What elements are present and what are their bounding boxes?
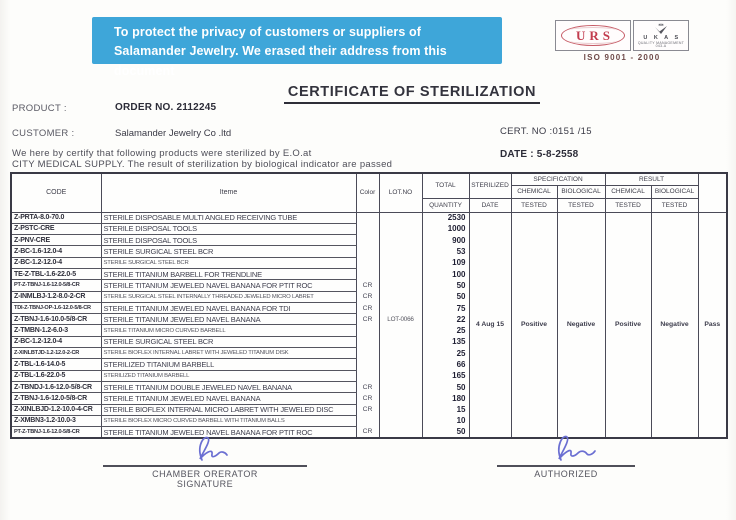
cell-color xyxy=(356,235,379,246)
iso-caption: ISO 9001 - 2000 xyxy=(583,53,661,62)
cell-color: CR xyxy=(356,393,379,404)
cell-color xyxy=(356,212,379,223)
cell-code: Z-PSTC-CRE xyxy=(11,223,101,234)
cell-lot xyxy=(379,325,422,336)
table-body xyxy=(11,212,727,438)
cell-code: Z-BC-1.2-12.0-4 xyxy=(11,336,101,347)
product-label: PRODUCT : xyxy=(12,103,67,114)
cell-code: Z-BC-1.2-12.0-4 xyxy=(11,257,101,268)
cell-lot xyxy=(379,268,422,279)
cell-code: Z-TBNJ-1.6-10.0-5/8-CR xyxy=(11,314,101,325)
privacy-banner xyxy=(92,17,502,78)
cell-qty: 75 xyxy=(422,302,469,313)
merged-spec-biological: Negative xyxy=(557,212,605,438)
certify-line2: CITY MEDICAL SUPPLY. The result of sterilization by biological indicator are passed xyxy=(12,159,393,170)
ukas-logo xyxy=(633,20,689,51)
cell-qty: 66 xyxy=(422,359,469,370)
merged-overall: Pass xyxy=(698,212,727,438)
merged-result-biological: Negative xyxy=(651,212,698,438)
title-wrap xyxy=(0,83,736,104)
cell-lot xyxy=(379,336,422,347)
header-code: CODE xyxy=(11,173,101,212)
merged-result-chemical: Positive xyxy=(605,212,651,438)
cell-qty: 53 xyxy=(422,246,469,257)
header-lot: LOT.NO xyxy=(379,173,422,212)
cell-color: CR xyxy=(356,314,379,325)
page-title: CERTIFICATE OF STERILIZATION xyxy=(284,84,540,104)
cell-lot xyxy=(379,415,422,426)
cell-code: Z-TBL-1.6-14.0-5 xyxy=(11,359,101,370)
cell-code: Z-TMBN-1.2-6.0-3 xyxy=(11,325,101,336)
cell-item: STERILE DISPOSAL TOOLS xyxy=(101,235,356,246)
certify-line1: We here by certify that following products were sterilized by E.O.at xyxy=(12,148,312,159)
header-result: RESULT xyxy=(605,173,698,185)
ukas-label: U K A S xyxy=(643,35,681,42)
cell-qty: 22 xyxy=(422,314,469,325)
sterilization-table xyxy=(10,172,728,439)
cell-color: CR xyxy=(356,427,379,438)
cell-item: STERILE SURGICAL STEEL INTERNALLY THREADED JEWELED MICRO LABRET xyxy=(101,291,356,302)
ukas-sub-label: QUALITY MANAGEMENT xyxy=(637,40,685,45)
signature-line xyxy=(497,465,635,467)
cell-item: STERILE BIOFLEX INTERNAL MICRO LABRET WITH JEWELED DISC xyxy=(101,404,356,415)
cell-item: STERILE TITANIUM JEWELED NAVEL BANANA FOR TDI xyxy=(101,302,356,313)
cell-item: STERILE SURGICAL STEEL BCR xyxy=(101,336,356,347)
cell-code: Z-XMBN3-1.2-10.0-3 xyxy=(11,415,101,426)
certification-logos xyxy=(551,20,693,62)
cell-qty: 2530 xyxy=(422,212,469,223)
cell-color xyxy=(356,359,379,370)
cell-code: Z-XINLBTJD-1.2-12.0-2-CR xyxy=(11,348,101,359)
cell-code: PT-Z-TBNJ-1.6-12.0-5/8-CR xyxy=(11,280,101,291)
cell-item: STERILE TITANIUM MICRO CURVED BARBELL xyxy=(101,325,356,336)
cell-item: STERILE BIOFLEX INTERNAL LABRET WITH JEWELED TITANIUM DISK xyxy=(101,348,356,359)
chamber-operator-label: CHAMBER ORERATOR xyxy=(152,469,258,479)
customer-value: Salamander Jewelry Co .ltd xyxy=(115,128,232,139)
cert-date: DATE : 5-8-2558 xyxy=(500,149,579,160)
cell-item: STERILE TITANIUM DOUBLE JEWELED NAVEL BANANA xyxy=(101,381,356,392)
authorized-signature-icon xyxy=(521,430,611,464)
cell-item: STERILIZED TITANIUM BARBELL xyxy=(101,359,356,370)
product-value: ORDER NO. 2112245 xyxy=(115,102,217,113)
cell-lot xyxy=(379,246,422,257)
table-row xyxy=(11,212,727,223)
cell-lot xyxy=(379,359,422,370)
cell-color xyxy=(356,223,379,234)
cell-code: Z-BC-1.6-12.0-4 xyxy=(11,246,101,257)
cell-qty: 25 xyxy=(422,348,469,359)
cell-color xyxy=(356,348,379,359)
cell-code: TE-Z-TBL-1.6-22.0-5 xyxy=(11,268,101,279)
header-spec-chem-tested: TESTED xyxy=(511,198,557,212)
cell-color xyxy=(356,268,379,279)
authorized-signature-block xyxy=(497,430,635,479)
header-result-bio-tested: TESTED xyxy=(651,198,698,212)
header-spec-bio-tested: TESTED xyxy=(557,198,605,212)
chamber-operator-signature-block xyxy=(103,432,307,489)
cell-item: STERILE TITANIUM BARBELL FOR TRENDLINE xyxy=(101,268,356,279)
urs-label: URS xyxy=(575,27,614,43)
header-color: Color xyxy=(356,173,379,212)
cell-color: CR xyxy=(356,302,379,313)
cell-lot xyxy=(379,393,422,404)
cell-qty: 109 xyxy=(422,257,469,268)
cell-lot xyxy=(379,257,422,268)
cell-qty: 10 xyxy=(422,415,469,426)
header-specification: SPECIFICATION xyxy=(511,173,605,185)
header-item: Iteme xyxy=(101,173,356,212)
cell-qty: 50 xyxy=(422,427,469,438)
cell-qty: 1000 xyxy=(422,223,469,234)
cell-item: STERILE DISPOSAL TOOLS xyxy=(101,223,356,234)
cell-color: CR xyxy=(356,291,379,302)
cell-qty: 135 xyxy=(422,336,469,347)
cell-color: CR xyxy=(356,381,379,392)
cell-color xyxy=(356,325,379,336)
privacy-banner-line1: To protect the privacy of customers or suppliers of xyxy=(114,25,422,39)
cell-code: Z-PRTA-8.0-70.0 xyxy=(11,212,101,223)
cell-code: TDI-Z-TBNJ-OP-1.6-12.0-5/8-CR xyxy=(11,302,101,313)
cell-color xyxy=(356,336,379,347)
cell-code: Z-TBNJ-1.6-12.0-5/8-CR xyxy=(11,393,101,404)
chamber-operator-signature-icon xyxy=(160,432,250,464)
cell-lot xyxy=(379,348,422,359)
urs-logo xyxy=(555,20,631,51)
signature-label: SIGNATURE xyxy=(176,479,234,489)
cell-lot xyxy=(379,370,422,381)
cell-item: STERILE TITANIUM JEWELED NAVEL BANANA xyxy=(101,393,356,404)
cell-lot xyxy=(379,302,422,313)
cell-color xyxy=(356,246,379,257)
signature-line xyxy=(103,465,307,467)
header-total: TOTAL xyxy=(422,173,469,198)
cell-item: STERILE DISPOSABLE MULTI ANGLED RECEIVING TUBE xyxy=(101,212,356,223)
cell-item: STERILE TITANIUM JEWELED NAVEL BANANA xyxy=(101,314,356,325)
logo-row xyxy=(551,20,693,51)
header-result-chem-tested: TESTED xyxy=(605,198,651,212)
header-quantity: QUANTITY xyxy=(422,198,469,212)
cell-item: STERILE TITANIUM JEWELED NAVEL BANANA FOR PTIT ROC xyxy=(101,427,356,438)
cell-code: Z-TBL-1.6-22.0-5 xyxy=(11,370,101,381)
cell-code: PT-Z-TBNJ-1.6-12.0-5/8-CR xyxy=(11,427,101,438)
cell-item: STERILE SURGICAL STEEL BCR xyxy=(101,246,356,257)
customer-label: CUSTOMER : xyxy=(12,128,75,139)
cell-qty: 50 xyxy=(422,280,469,291)
cell-qty: 180 xyxy=(422,393,469,404)
cell-item: STERILE TITANIUM JEWELED NAVEL BANANA FOR PTIT ROC xyxy=(101,280,356,291)
cell-lot xyxy=(379,235,422,246)
cell-item: STERILIZED TITANIUM BARBELL xyxy=(101,370,356,381)
cell-qty: 50 xyxy=(422,381,469,392)
cell-qty: 900 xyxy=(422,235,469,246)
header-pass-empty xyxy=(698,173,727,212)
cell-code: Z-TBNDJ-1.6-12.0-5/8-CR xyxy=(11,381,101,392)
cell-qty: 50 xyxy=(422,291,469,302)
cell-color xyxy=(356,370,379,381)
cell-lot xyxy=(379,223,422,234)
cell-lot xyxy=(379,381,422,392)
cert-no: CERT. NO :0151 /15 xyxy=(500,126,592,137)
ukas-crown-check-icon xyxy=(652,22,670,35)
cell-item: STERILE BIOFLEX MICRO CURVED BARBELL WITH TITANIUM BALLS xyxy=(101,415,356,426)
header-date: DATE xyxy=(469,198,511,212)
header-spec-biological: BIOLOGICAL xyxy=(557,185,605,198)
header-sterilized: STERILIZED xyxy=(469,173,511,198)
cell-lot xyxy=(379,427,422,438)
authorized-label: AUTHORIZED xyxy=(534,469,598,479)
cell-color xyxy=(356,257,379,268)
cell-qty: 165 xyxy=(422,370,469,381)
header-result-biological: BIOLOGICAL xyxy=(651,185,698,198)
cell-code: Z-PNV-CRE xyxy=(11,235,101,246)
urs-oval-icon xyxy=(561,25,625,46)
table-header xyxy=(11,173,727,212)
cell-lot: LOT-0066 xyxy=(379,314,422,325)
cell-color: CR xyxy=(356,404,379,415)
cell-lot xyxy=(379,280,422,291)
cell-item: STERILE SURGICAL STEEL BCR xyxy=(101,257,356,268)
cell-color: CR xyxy=(356,280,379,291)
cell-qty: 15 xyxy=(422,404,469,415)
cell-color xyxy=(356,415,379,426)
merged-spec-chemical: Positive xyxy=(511,212,557,438)
cell-lot xyxy=(379,404,422,415)
cell-qty: 25 xyxy=(422,325,469,336)
cell-lot xyxy=(379,291,422,302)
privacy-banner-line2: Salamander Jewelry. We erased their address from this document xyxy=(114,44,447,78)
cell-lot xyxy=(379,212,422,223)
cell-qty: 100 xyxy=(422,268,469,279)
header-result-chemical: CHEMICAL xyxy=(605,185,651,198)
header-spec-chemical: CHEMICAL xyxy=(511,185,557,198)
cell-code: Z-XINLBJD-1.2-10.0-4-CR xyxy=(11,404,101,415)
ukas-code: 043-A xyxy=(655,44,667,49)
cell-code: Z-INMLBJ-1.2-8.0-2-CR xyxy=(11,291,101,302)
merged-date: 4 Aug 15 xyxy=(469,212,511,438)
